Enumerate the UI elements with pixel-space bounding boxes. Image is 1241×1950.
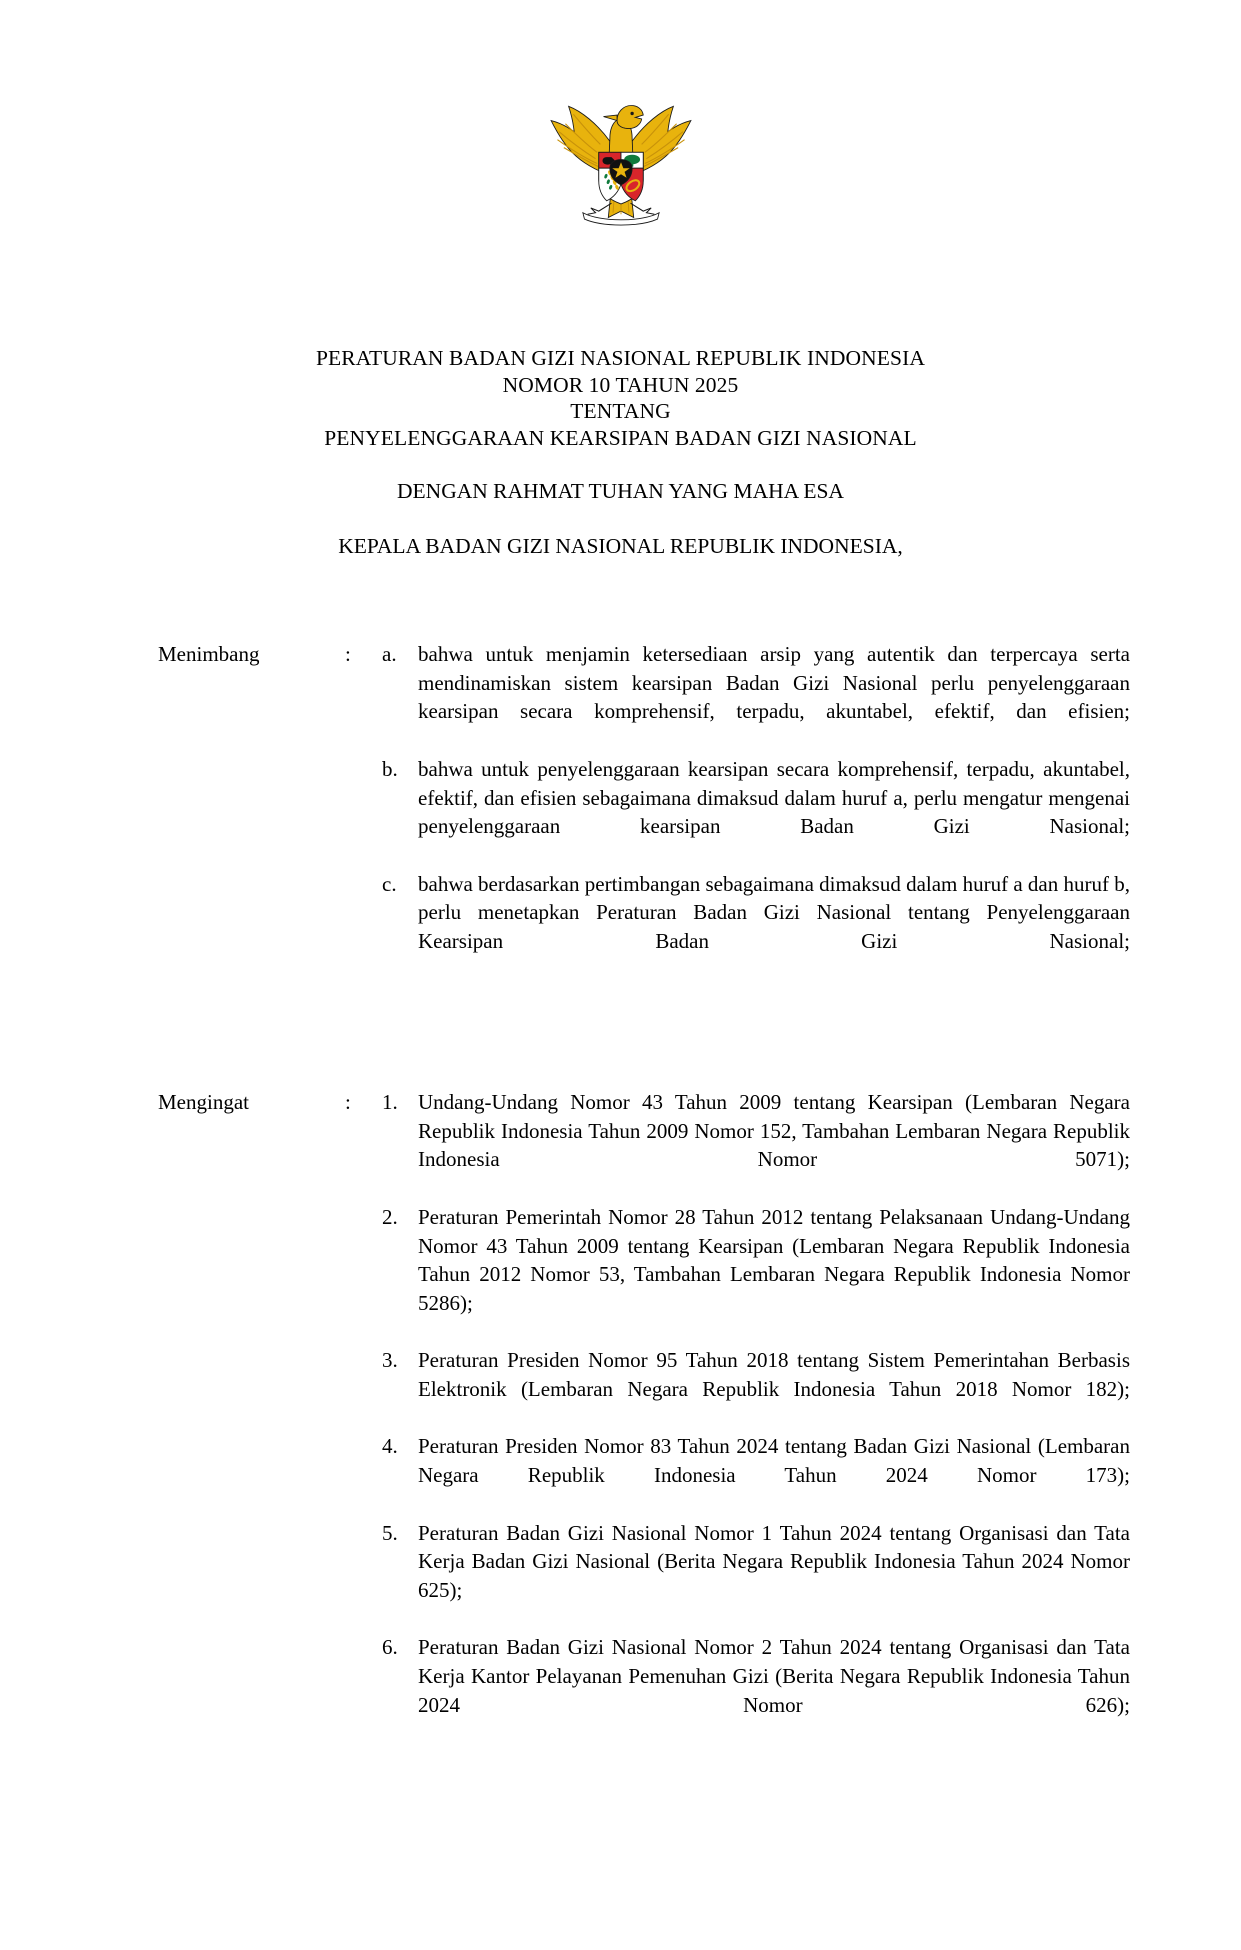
list-item (382, 755, 1130, 870)
clause-marker: 1. (382, 1090, 398, 1114)
title-line-subject: PENYELENGGARAAN KEARSIPAN BADAN GIZI NASIONAL (324, 425, 917, 450)
clause-text: Peraturan Badan Gizi Nasional Nomor 1 Tahun 2024 tentang Organisasi dan Tata Kerja Badan Gizi Nasional (Berita Negara Republik Indonesia Tahun 2024 Nomor 625); (418, 1520, 1130, 1602)
clause-text: bahwa untuk menjamin ketersediaan arsip yang autentik dan terpercaya serta mendinamiskan sistem kearsipan Badan Gizi Nasional perlu penyelenggaraan kearsipan secara komprehensif, terpadu, akuntabel, efektif, dan efisien; (418, 642, 1130, 724)
emblem-container (0, 92, 1241, 227)
list-item (382, 1633, 1130, 1748)
title-line-number: NOMOR 10 TAHUN 2025 (502, 372, 739, 397)
section-items-menimbang (382, 640, 1130, 984)
blessing-line: DENGAN RAHMAT TUHAN YANG MAHA ESA (397, 479, 844, 503)
clause-text: bahwa berdasarkan pertimbangan sebagaimana dimaksud dalam huruf a dan huruf b, perlu menetapkan Peraturan Badan Gizi Nasional tentang Penyelenggaraan Kearsipan Badan Gizi Nasional; (418, 871, 1130, 954)
preamble-block (0, 478, 1241, 559)
clause-marker: 4. (382, 1434, 398, 1459)
clause-text: Peraturan Presiden Nomor 95 Tahun 2018 tentang Sistem Pemerintahan Berbasis Elektronik (Lembaran Negara Republik Indonesia Tahun 2018 Nomor 182); (418, 1348, 1130, 1402)
title-line-tentang: TENTANG (570, 399, 671, 423)
title-line-1: PERATURAN BADAN GIZI NASIONAL REPUBLIK INDONESIA (316, 346, 925, 370)
list-item (382, 1432, 1130, 1518)
list-item (382, 1203, 1130, 1347)
list-item (382, 640, 1130, 755)
clause-marker: 3. (382, 1348, 398, 1373)
section-mengingat (158, 1088, 1130, 1748)
garuda-pancasila-emblem (541, 92, 701, 227)
section-label-mengingat: Mengingat (158, 1090, 249, 1114)
list-item (382, 1519, 1130, 1634)
section-label-menimbang: Menimbang (158, 642, 260, 666)
page-title (0, 345, 1241, 451)
clause-marker: 2. (382, 1204, 398, 1229)
section-menimbang (158, 640, 1130, 984)
clause-text: Peraturan Presiden Nomor 83 Tahun 2024 tentang Badan Gizi Nasional (Lembaran Negara Republik Indonesia Tahun 2024 Nomor 173); (418, 1434, 1130, 1488)
clause-marker: c. (382, 871, 397, 896)
clause-marker: a. (382, 642, 397, 666)
section-colon-menimbang: : (345, 642, 351, 666)
section-colon-mengingat: : (345, 1090, 351, 1114)
clause-marker: b. (382, 756, 398, 781)
section-items-mengingat (382, 1088, 1130, 1748)
list-item (382, 1088, 1130, 1203)
authority-line: KEPALA BADAN GIZI NASIONAL REPUBLIK INDONESIA, (338, 533, 903, 558)
clause-marker: 6. (382, 1635, 398, 1660)
clause-marker: 5. (382, 1520, 398, 1545)
list-item (382, 870, 1130, 985)
list-item (382, 1346, 1130, 1432)
clause-text: Peraturan Pemerintah Nomor 28 Tahun 2012 tentang Pelaksanaan Undang-Undang Nomor 43 Tahun 2009 tentang Kearsipan (Lembaran Negara Republik Indonesia Tahun 2012 Nomor 53, Tambahan Lembaran Negara Republik Indonesia Nomor 5286); (418, 1204, 1130, 1315)
clause-text: bahwa untuk penyelenggaraan kearsipan secara komprehensif, terpadu, akuntabel, efektif, dan efisien sebagaimana dimaksud dalam huruf a, perlu mengatur mengenai penyelenggaraan kearsipan Badan Gizi Nasional; (418, 756, 1130, 839)
clause-text: Peraturan Badan Gizi Nasional Nomor 2 Tahun 2024 tentang Organisasi dan Tata Kerja Kantor Pelayanan Pemenuhan Gizi (Berita Negara Republik Indonesia Tahun 2024 Nomor 626); (418, 1635, 1130, 1717)
clause-text: Undang-Undang Nomor 43 Tahun 2009 tentang Kearsipan (Lembaran Negara Republik Indonesia Tahun 2009 Nomor 152, Tambahan Lembaran Negara Republik Indonesia Nomor 5071); (418, 1090, 1130, 1172)
